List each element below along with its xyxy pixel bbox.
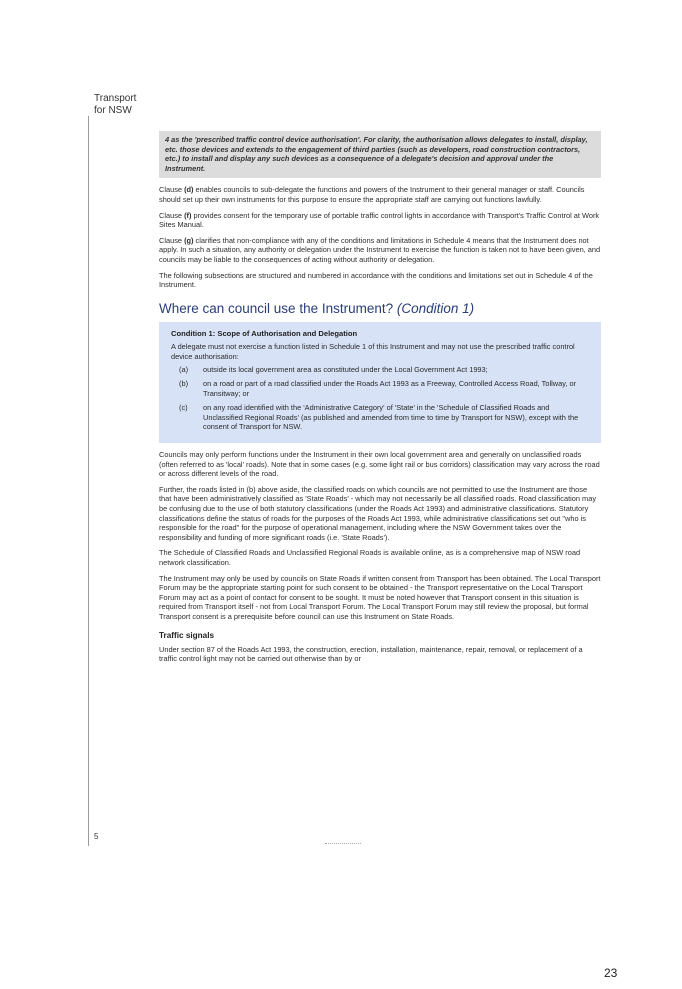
traffic-signals-paragraph: Under section 87 of the Roads Act 1993, the construction, erection, installation, maintenance, repair, removal, or replacement of a traffic control light may not be carried out otherwise than by or	[159, 644, 583, 664]
body-paragraph-1: Councils may only perform functions under the Instrument in their own local government area and generally on unclassified roads (often referred to as 'local' roads). Note that in some cases (e.g. some light rail or bus corridors) classification may vary across the road or across different levels of the road.	[159, 450, 600, 479]
page-number: 5	[94, 832, 99, 841]
folio-number: 23	[604, 966, 618, 980]
body-paragraph-3: The Schedule of Classified Roads and Unclassified Regional Roads is available online, as is a comprehensive map of NSW road network classification.	[159, 548, 581, 568]
condition-box	[159, 322, 601, 443]
condition-list	[171, 365, 591, 432]
clause-d-paragraph	[159, 185, 601, 204]
page-content	[159, 131, 601, 670]
clause-f-pre: Clause	[159, 210, 185, 220]
section-heading-main: Where can council use the Instrument?	[159, 300, 397, 316]
body-paragraph-4: The Instrument may only be used by councils on State Roads if written consent from Transport has been obtained. The Local Transport Forum may be the appropriate starting point for such consent to be obtained - the Transport representative on the Local Transport Forum may act as a point of contact for consent to be sought. It must be noted however that Transport consent in this situation is required from Transport itself - not from Local Transport Forum. The Local Transport Forum may still review the proposal, but formal Transport consent is a prerequisite before council can use this Instrument on State Roads.	[159, 573, 601, 621]
brand-line-1: Transport	[94, 93, 137, 104]
condition-item-a	[171, 365, 591, 375]
clause-f-paragraph	[159, 211, 601, 230]
clause-g-key: (g)	[184, 235, 194, 245]
clause-d-pre: Clause	[159, 185, 185, 195]
condition-item-label: (a)	[179, 365, 189, 375]
clause-f-text: provides consent for the temporary use of portable traffic control lights in accordance with Transport's Traffic Control at Work Sites Manual.	[159, 210, 600, 230]
scan-mark	[325, 843, 361, 845]
condition-item-b	[171, 379, 591, 399]
condition-item-label: (c)	[179, 402, 188, 412]
brand-logo-text	[94, 93, 136, 117]
condition-item-text: on any road identified with the 'Administrative Category' of 'State' in the 'Schedule of Classified Roads and Unclassified Regional Roads' (as published and amended from time to time by Transport for NSW), except with the consent of Transport for NSW.	[203, 402, 579, 432]
clause-g-pre: Clause	[159, 235, 185, 245]
condition-item-label: (b)	[179, 379, 189, 389]
quote-text: 4 as the 'prescribed traffic control device authorisation'. For clarity, the authorisation allows delegates to install, display, etc. those devices and extends to the engagement of third parties (such as developers, road construction contractors, etc.) to install and display any such devices as a consequence of a delegate's decision and approval under the Instrument.	[165, 135, 588, 173]
clause-f-key: (f)	[184, 210, 192, 220]
condition-item-text: on a road or part of a road classified under the Roads Act 1993 as a Freeway, Controlled Access Road, Tollway, or Transitway; or	[203, 379, 577, 398]
condition-title: Condition 1: Scope of Authorisation and Delegation	[171, 328, 358, 338]
condition-item-text: outside its local government area as constituted under the Local Government Act 1993;	[203, 365, 488, 375]
brand-line-2: for NSW	[94, 105, 132, 116]
margin-rule	[88, 116, 89, 846]
clause-d-key: (d)	[184, 185, 194, 195]
clause-g-text: clarifies that non-compliance with any of the conditions and limitations in Schedule 4 means that the Instrument does not apply. In such a situation, any authority or delegation under the Instrument to exercise the function is taken not to have been given, and councils may be liable to the consequences of acting without authority or delegation.	[159, 235, 601, 264]
body-paragraph-2: Further, the roads listed in (b) above aside, the classified roads on which councils are not permitted to use the Instrument are those that have been administratively classified as 'State Roads' - which may not necessarily be all classified roads. Road classification may be confusing due to the use of both statutory classifications (under the Roads Act 1993) and administrative classifications. Statutory classifications define the status of roads for the purposes of the Roads Act 1993, while administrative classifications set out "who is responsible for the road" for the purpose of operational management, including where the NSW Government takes over the responsibility and funding of more significant roads (i.e. 'State Roads').	[159, 484, 597, 542]
section-heading-condition: (Condition 1)	[396, 300, 475, 316]
condition-item-c	[171, 403, 591, 432]
clause-d-text: enables councils to sub-delegate the functions and powers of the Instrument to their general manager or staff. Councils should set up their own instruments for this purpose to ensure the appropriate staff are carrying out functions lawfully.	[159, 185, 585, 204]
traffic-signals-heading: Traffic signals	[159, 630, 215, 640]
section-heading	[159, 300, 601, 317]
subsections-note: The following subsections are structured and numbered in accordance with the conditions and limitations set out in Schedule 4 of the Instrument.	[159, 270, 593, 290]
quote-box	[159, 131, 601, 178]
condition-intro: A delegate must not exercise a function listed in Schedule 1 of this Instrument and may not use the prescribed traffic control device authorisation:	[171, 341, 575, 361]
clause-g-paragraph	[159, 236, 601, 265]
